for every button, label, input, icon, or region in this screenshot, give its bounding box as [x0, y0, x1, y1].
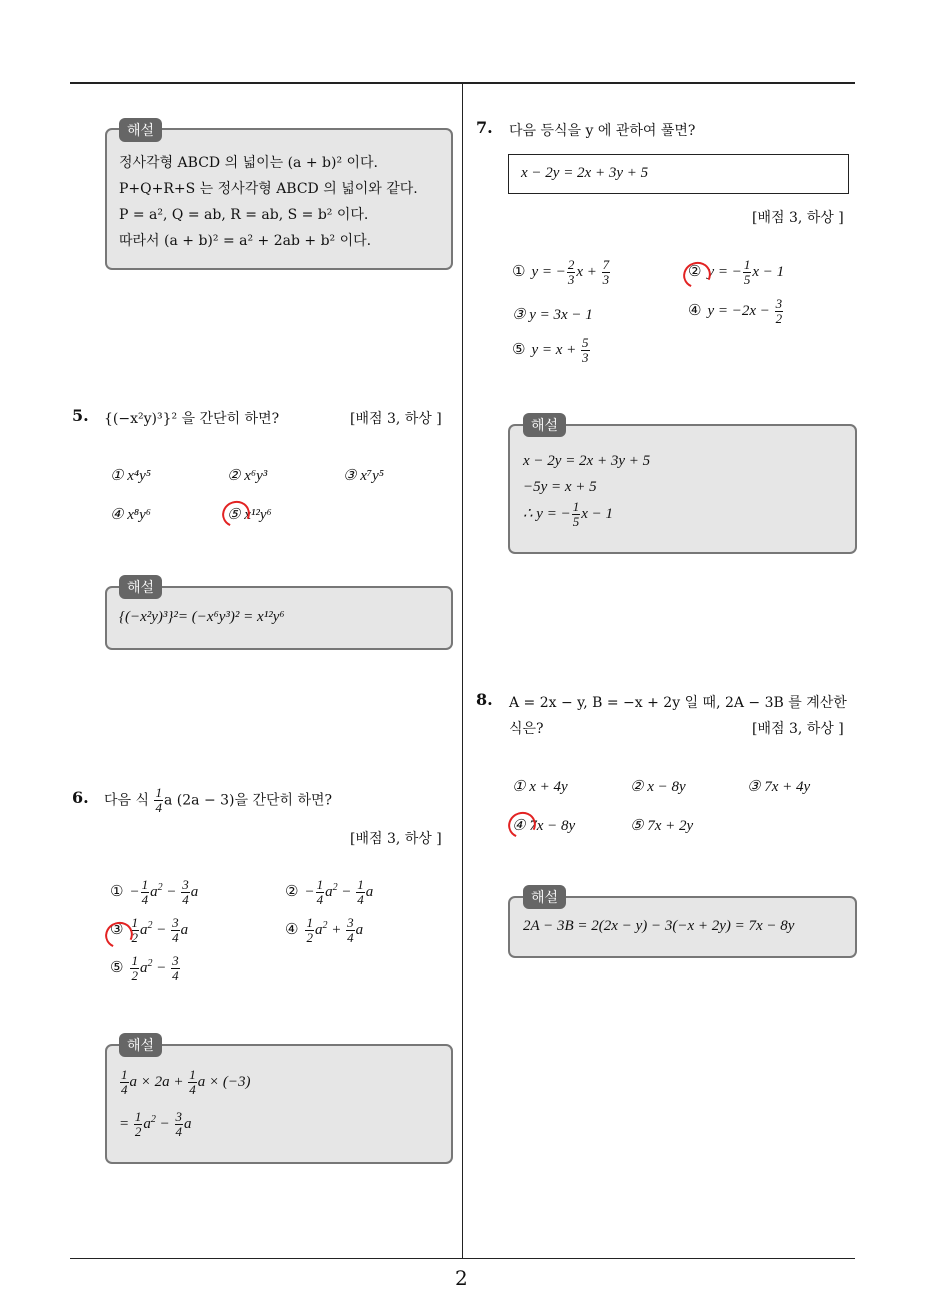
sol4-line4: 따라서 (a + b)² = a² + 2ab + b² 이다.	[119, 233, 372, 249]
answer-mark-icon	[504, 808, 539, 842]
q8-solution: 2A − 3B = 2(2x − y) − 3(−x + 2y) = 7x − 8y	[523, 918, 795, 934]
q6-option-5[interactable]: ⑤ $\frac{1}{2}$ $a^2$ − $\frac{3}{4}$	[110, 953, 179, 983]
solution-tag: 해설	[523, 885, 566, 909]
q5-option-2[interactable]: ② x⁶y³	[227, 468, 268, 484]
sol4-line2: P+Q+R+S 는 정사각형 ABCD 의 넓이와 같다.	[119, 181, 418, 197]
q7-option-1[interactable]: ① y = − $\frac{2}{3}$ x + $\frac{7}{3}$	[512, 257, 610, 287]
bottom-rule	[70, 1258, 855, 1259]
q8-option-4[interactable]: ④ 7x − 8y	[512, 818, 576, 834]
q6-sol-eq: =	[119, 1115, 130, 1132]
q8-option-5[interactable]: ⑤ 7x + 2y	[630, 818, 694, 834]
q6-stem	[104, 786, 332, 815]
q5-option-3[interactable]: ③ x⁷y⁵	[343, 468, 384, 484]
q6-sol-part-a: a × 2a +	[129, 1073, 184, 1090]
solution-box-6	[105, 1044, 453, 1164]
q7-number: 7.	[476, 118, 493, 137]
fraction: $\frac{1}{4}$	[155, 785, 162, 815]
solution-tag: 해설	[523, 413, 566, 437]
q8-source: [배점 3, 하상 ]	[752, 721, 844, 737]
sol4-line3: P = a², Q = ab, R = ab, S = b² 이다.	[119, 207, 369, 223]
q5-solution: {(−x²y)³}²= (−x⁶y³)² = x¹²y⁶	[119, 609, 285, 625]
solution-tag: 해설	[119, 118, 162, 142]
q5-option-4[interactable]: ④ x⁸y⁶	[110, 507, 151, 523]
solution-tag: 해설	[119, 575, 162, 599]
q7-solution-line2: −5y = x + 5	[523, 479, 597, 495]
q7-solution-line1: x − 2y = 2x + 3y + 5	[523, 453, 651, 469]
q8-number: 8.	[476, 690, 493, 709]
q6-option-3[interactable]: ③ $\frac{1}{2}$ $a^2$ − $\frac{3}{4}$ a	[110, 915, 189, 945]
q6-solution-line1: $\frac{1}{4}$ a × 2a + $\frac{1}{4}$ a × (−3)	[121, 1067, 251, 1097]
q8-option-3[interactable]: ③ 7x + 4y	[747, 779, 811, 795]
q7-solution-line3: ∴ y = − $\frac{1}{5}$ x − 1	[523, 499, 613, 529]
q6-number: 6.	[72, 788, 89, 807]
q7-equation: x − 2y = 2x + 3y + 5	[521, 165, 649, 181]
q5-source: [배점 3, 하상 ]	[350, 411, 442, 427]
q8-option-1[interactable]: ① x + 4y	[512, 779, 568, 795]
q8-option-2[interactable]: ② x − 8y	[630, 779, 686, 795]
q7-source: [배점 3, 하상 ]	[752, 210, 844, 226]
sol4-line1: 정사각형 ABCD 의 넓이는 (a + b)² 이다.	[119, 155, 379, 171]
q6-stem-post: a (2a − 3)을 간단히 하면?	[163, 792, 333, 809]
answer-mark-icon	[218, 497, 253, 531]
solution-tag: 해설	[119, 1033, 162, 1057]
q7-stem: 다음 등식을 y 에 관하여 풀면?	[509, 123, 696, 139]
page-number: 2	[455, 1266, 468, 1290]
q6-option-2[interactable]: ② − $\frac{1}{4}$ $a^2$ − $\frac{1}{4}$ a	[285, 877, 374, 907]
q7-option-4[interactable]: ④ y = −2x − $\frac{3}{2}$	[688, 296, 783, 326]
q8-stem-line1: A = 2x − y, B = −x + 2y 일 때, 2A − 3B 를 계산한	[509, 695, 847, 711]
q5-stem: {(−x²y)³}² 을 간단히 하면?	[104, 411, 280, 427]
q6-stem-pre: 다음 식	[104, 792, 150, 809]
column-divider	[462, 84, 463, 1259]
q6-option-1[interactable]: ① − $\frac{1}{4}$ $a^2$ − $\frac{3}{4}$ a	[110, 877, 199, 907]
q7-option-3[interactable]: ③ y = 3x − 1	[512, 307, 593, 323]
q7-option-2[interactable]: ② y = − $\frac{1}{5}$ x − 1	[688, 257, 785, 287]
q6-source: [배점 3, 하상 ]	[350, 831, 442, 847]
q8-stem-line2: 식은?	[509, 721, 544, 737]
q5-number: 5.	[72, 406, 89, 425]
q7-option-5[interactable]: ⑤ y = x + $\frac{5}{3}$	[512, 335, 589, 365]
q6-option-4[interactable]: ④ $\frac{1}{2}$ $a^2$ + $\frac{3}{4}$ a	[285, 915, 364, 945]
q6-solution-line2: = $\frac{1}{2}$ $a^2$ − $\frac{3}{4}$ a	[119, 1109, 192, 1139]
q6-sol-part-b: a × (−3)	[197, 1073, 251, 1090]
q5-option-5[interactable]: ⑤ x¹²y⁶	[227, 507, 272, 523]
q5-option-1[interactable]: ① x⁴y⁵	[110, 468, 151, 484]
